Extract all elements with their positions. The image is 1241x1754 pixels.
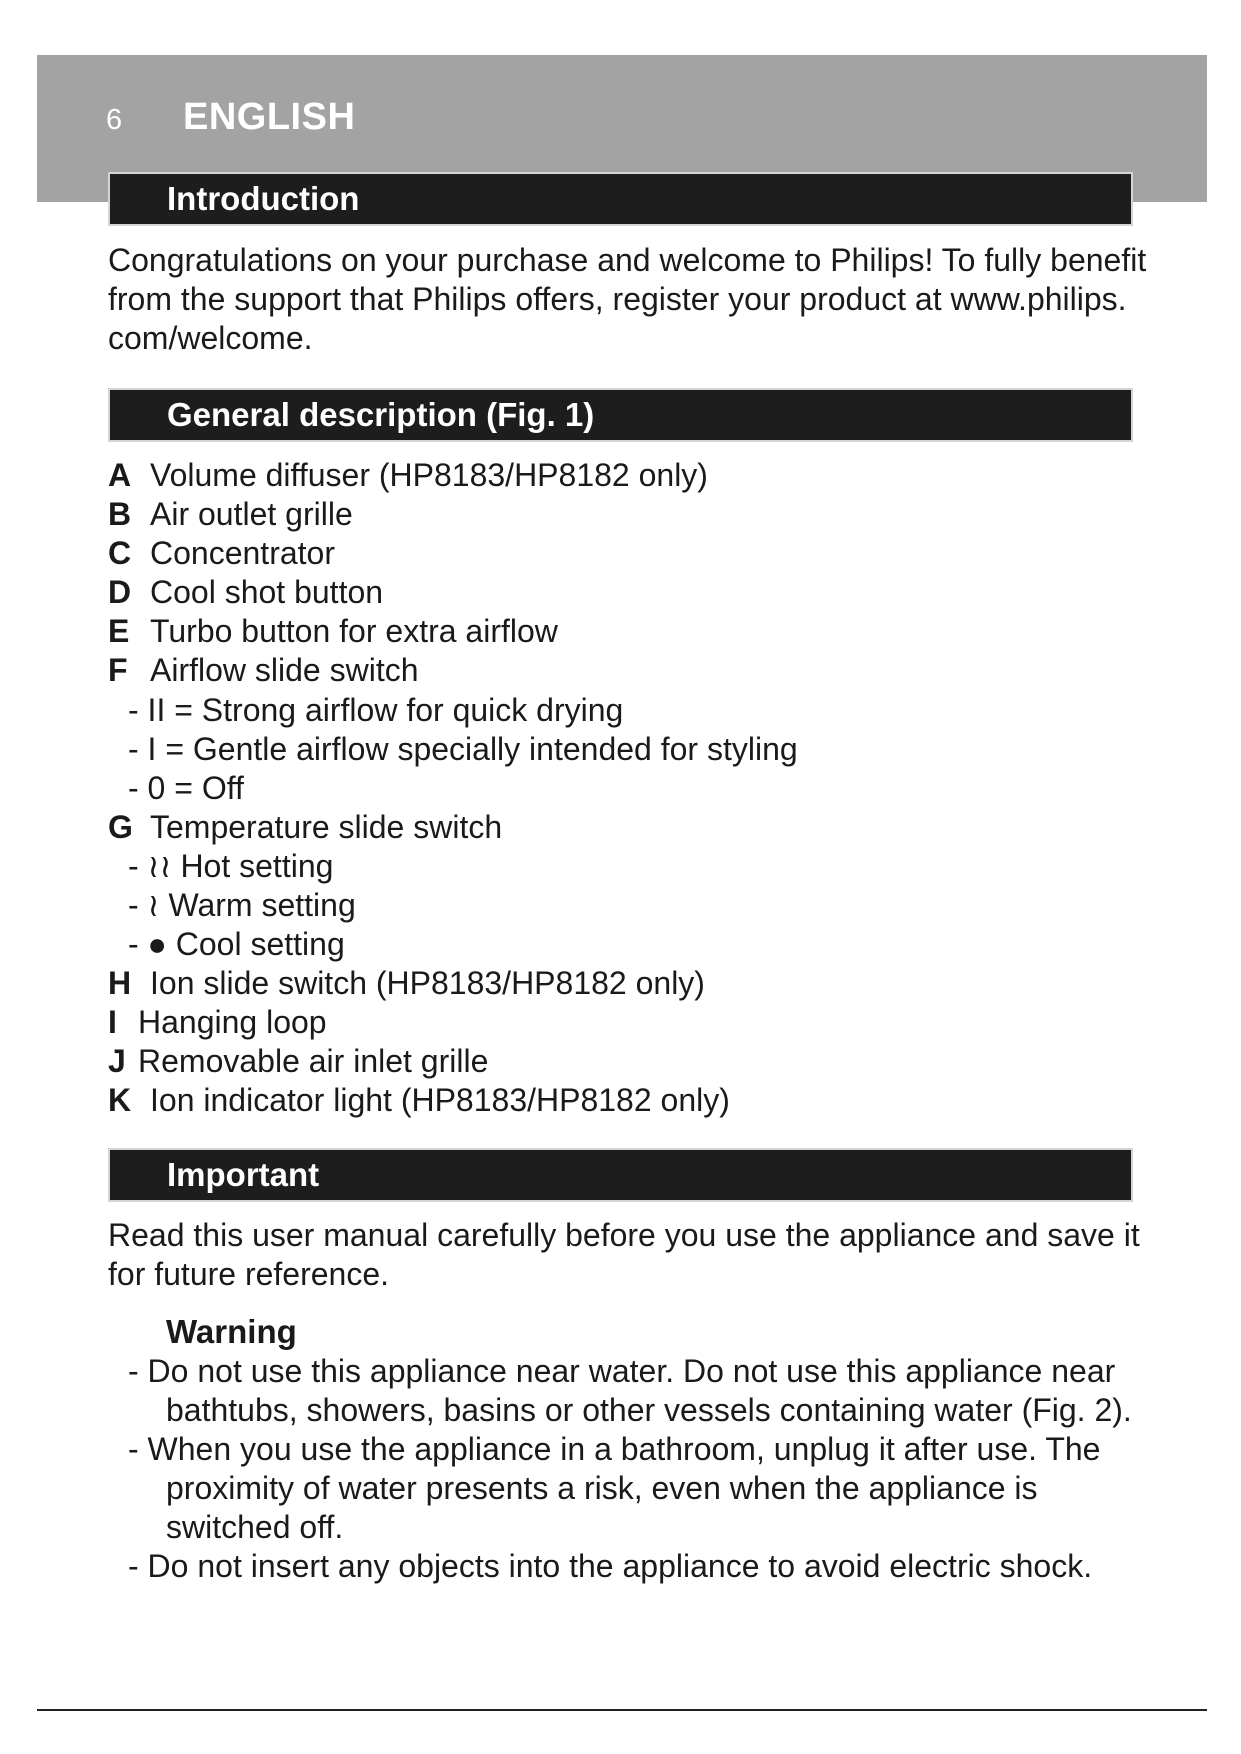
important-line: Read this user manual carefully before you use the appliance and save it [108,1217,1140,1253]
section-bar-general-description [110,390,1131,440]
list-sub-item: - 0 = Off [128,770,244,806]
intro-line: Congratulations on your purchase and welcome to Philips! To fully benefit [108,242,1147,278]
list-item: E Turbo button for extra airflow [108,613,558,649]
section-bar-introduction [110,174,1131,224]
warning-line: - Do not use this appliance near water. Do not use this appliance near [128,1353,1116,1389]
list-item: A Volume diffuser (HP8183/HP8182 only) [108,457,708,493]
intro-line: com/welcome. [108,320,313,356]
list-sub-item: - II = Strong airflow for quick drying [128,692,624,728]
list-sub-item: - ≀≀ Hot setting [128,848,334,884]
warning-line: switched off. [166,1509,344,1545]
list-sub-item: - ● Cool setting [128,926,345,962]
language-heading: ENGLISH [183,96,356,138]
list-item: H Ion slide switch (HP8183/HP8182 only) [108,965,705,1001]
list-item: J Removable air inlet grille [108,1043,489,1079]
warning-line: - When you use the appliance in a bathroom, unplug it after use. The [128,1431,1101,1467]
list-item: C Concentrator [108,535,335,571]
warning-heading: Warning [166,1313,297,1350]
section-title: Introduction [167,180,360,217]
intro-line: from the support that Philips offers, register your product at www.philips. [108,281,1127,317]
warning-line: - Do not insert any objects into the appliance to avoid electric shock. [128,1548,1093,1584]
list-item: F Airflow slide switch [108,652,419,688]
list-item: B Air outlet grille [108,496,353,532]
list-item: K Ion indicator light (HP8183/HP8182 only) [108,1082,730,1118]
page-number: 6 [106,104,123,136]
bottom-rule [37,1709,1207,1711]
list-sub-item: - ≀ Warm setting [128,887,356,923]
warning-line: bathtubs, showers, basins or other vessels containing water (Fig. 2). [166,1392,1132,1428]
list-sub-item: - I = Gentle airflow specially intended for styling [128,731,798,767]
list-item: I Hanging loop [108,1004,327,1040]
section-bar-important [110,1150,1131,1200]
section-title: General description (Fig. 1) [167,396,595,433]
list-item: G Temperature slide switch [108,809,503,845]
important-line: for future reference. [108,1256,390,1292]
warning-line: proximity of water presents a risk, even when the appliance is [166,1470,1038,1506]
section-title: Important [167,1156,320,1193]
list-item: D Cool shot button [108,574,384,610]
